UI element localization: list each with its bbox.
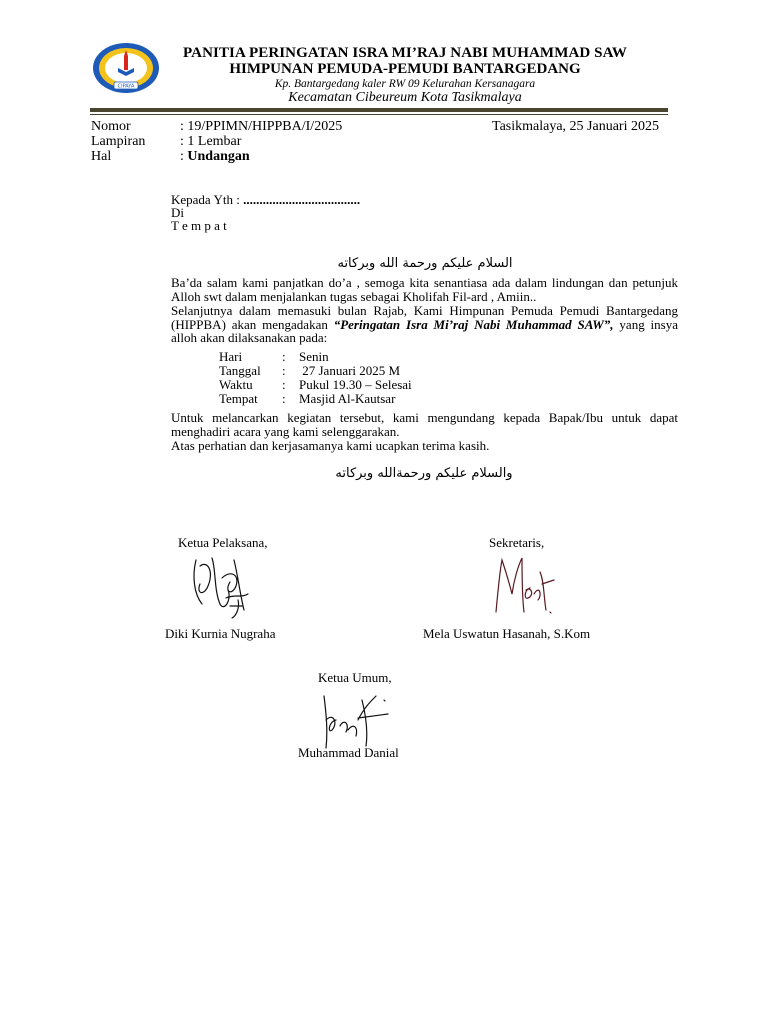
paragraph-opening: Ba’da salam kami panjatkan do’a , semoga kita senantiasa ada dalam lindungan dan petunjuk Alloh swt dalam menjalankan tugas sebagai Kholifah Fil-ard , Amiin.. [171, 275, 678, 304]
header-divider-thin [90, 114, 668, 115]
lampiran-value: : 1 Lembar [180, 134, 242, 149]
announcement-end: yang insya alloh akan dilaksanakan pada: [171, 316, 682, 346]
detail-label-place: Tempat [219, 391, 258, 406]
left-signatory-name: Diki Kurnia Nugraha [165, 626, 276, 641]
logo-text: CIPAYA [117, 83, 135, 90]
left-signature [190, 550, 256, 622]
announcement-start: Selanjutnya dalam memasuki bulan Rajab, Kami Himpunan Pemuda Pemudi Bantargedang (HIPPBA) akan mengadakan [171, 303, 682, 332]
recipient-place: T e m p a t [171, 218, 227, 233]
right-signatory-title: Sekretaris, [489, 535, 545, 550]
hal-label: Hal [91, 149, 112, 164]
closing-greeting: والسلام عليكم ورحمةالله وبركاته [335, 466, 513, 481]
detail-colon-time: : [282, 377, 286, 392]
right-signature [488, 550, 560, 622]
recipient-line [171, 193, 360, 206]
header-district: Kecamatan Cibeureum Kota Tasikmalaya [288, 90, 522, 105]
paragraph-closing: Atas perhatian dan kerjasamanya kami ucapkan terima kasih. [171, 438, 490, 453]
letter-date: Tasikmalaya, 25 Januari 2025 [492, 119, 659, 134]
recipient-label: Kepada Yth : [171, 192, 244, 207]
center-signatory-title: Ketua Umum, [318, 670, 392, 685]
detail-colon-place: : [282, 391, 286, 406]
recipient-di: Di [171, 205, 184, 220]
hal-colon: : [180, 149, 188, 164]
detail-colon-day: : [282, 349, 286, 364]
paragraph-invitation: Untuk melancarkan kegiatan tersebut, kami mengundang kepada Bapak/Ibu untuk dapat menghadiri acara yang kami selenggarakan. [171, 410, 678, 439]
nomor-value: : 19/PPIMN/HIPPBA/I/2025 [180, 119, 343, 134]
detail-label-date: Tanggal [219, 363, 261, 378]
left-signatory-title: Ketua Pelaksana, [178, 535, 268, 550]
header-organization: HIMPUNAN PEMUDA-PEMUDI BANTARGEDANG [229, 61, 581, 77]
opening-greeting: السلام عليكم ورحمة الله وبركاته [337, 256, 513, 271]
detail-value-day: Senin [299, 349, 329, 364]
nomor-label: Nomor [91, 119, 131, 134]
detail-value-place: Masjid Al-Kautsar [299, 391, 396, 406]
detail-label-day: Hari [219, 349, 243, 364]
detail-value-date: 27 Januari 2025 M [299, 363, 401, 378]
hal-subject: Undangan [187, 149, 250, 164]
event-name: “Peringatan Isra Mi’raj Nabi Muhammad SAW”, [333, 316, 614, 332]
header-address: Kp. Bantargedang kaler RW 09 Kelurahan Kersanagara [274, 78, 536, 90]
detail-value-time: Pukul 19.30 – Selesai [299, 377, 412, 392]
header-divider-thick [90, 108, 668, 112]
paragraph-announcement [171, 303, 682, 346]
center-signatory-name: Muhammad Danial [298, 745, 399, 760]
detail-colon-date: : [282, 363, 286, 378]
detail-label-time: Waktu [219, 377, 253, 392]
header-title: PANITIA PERINGATAN ISRA MI’RAJ NABI MUHAMMAD SAW [183, 45, 627, 61]
recipient-placeholder: .................................... [243, 192, 361, 207]
organization-logo [92, 42, 160, 94]
hal-value [180, 149, 250, 164]
lampiran-label: Lampiran [91, 134, 146, 149]
center-signature [318, 690, 394, 752]
right-signatory-name: Mela Uswatun Hasanah, S.Kom [423, 626, 591, 641]
